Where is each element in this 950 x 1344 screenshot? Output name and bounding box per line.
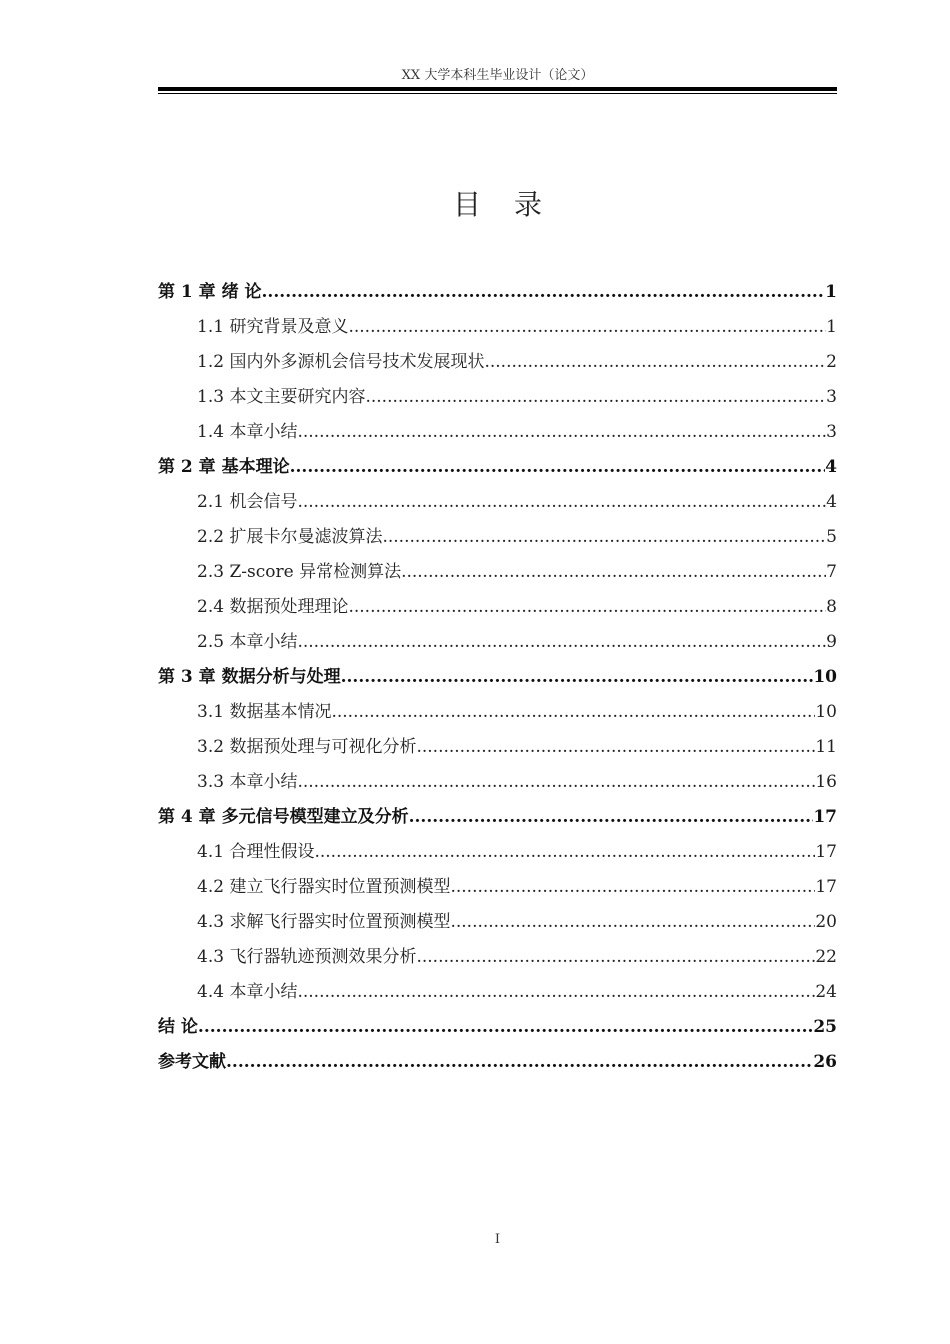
toc-leader-dots	[341, 660, 814, 695]
toc-entry-label: 1.2 国内外多源机会信号技术发展现状	[197, 352, 485, 372]
toc-leader-dots	[348, 590, 826, 625]
toc-entry-page: 4	[826, 492, 837, 512]
toc-entry-label: 2.3 Z-score 异常检测算法	[197, 562, 402, 582]
toc-entry-page: 5	[826, 527, 837, 547]
header-rule-thick	[158, 87, 837, 91]
toc-entry-page: 11	[815, 737, 837, 757]
toc-entry-page: 17	[815, 877, 837, 897]
toc-section-entry[interactable]	[158, 695, 837, 730]
toc-section-entry[interactable]	[158, 415, 837, 450]
toc-entry-label: 第 3 章 数据分析与处理	[158, 667, 341, 687]
toc-leader-dots	[401, 555, 826, 590]
toc-leader-dots	[262, 275, 826, 310]
toc-chapter-entry[interactable]	[158, 275, 837, 310]
toc-leader-dots	[297, 975, 815, 1010]
toc-section-entry[interactable]	[158, 590, 837, 625]
running-header: XX 大学本科生毕业设计（论文）	[401, 68, 594, 83]
toc-section-entry[interactable]	[158, 730, 837, 765]
toc-chapter-entry[interactable]	[158, 450, 837, 485]
toc-section-entry[interactable]	[158, 345, 837, 380]
toc-leader-dots	[297, 765, 815, 800]
toc-section-entry[interactable]	[158, 380, 837, 415]
toc-entry-label: 1.3 本文主要研究内容	[197, 387, 366, 407]
toc-leader-dots	[382, 520, 826, 555]
toc-leader-dots	[450, 905, 815, 940]
toc-section-entry[interactable]	[158, 905, 837, 940]
page-number: I	[494, 1232, 501, 1247]
toc-leader-dots	[450, 870, 815, 905]
toc-entry-label: 2.1 机会信号	[197, 492, 298, 512]
toc-entry-page: 9	[826, 632, 837, 652]
toc-entry-page: 26	[813, 1052, 837, 1072]
toc-entry-label: 第 4 章 多元信号模型建立及分析	[158, 807, 409, 827]
toc-entry-page: 10	[815, 702, 837, 722]
toc-entry-page: 3	[826, 422, 837, 442]
toc-leader-dots	[416, 730, 815, 765]
toc-entry-page: 17	[815, 842, 837, 862]
header-rule-thin	[158, 93, 837, 94]
toc-entry-page: 16	[815, 772, 837, 792]
toc-leader-dots	[226, 1045, 813, 1080]
toc-section-entry[interactable]	[158, 765, 837, 800]
toc-entry-page: 24	[815, 982, 837, 1002]
toc-chapter-entry[interactable]	[158, 800, 837, 835]
toc-section-entry[interactable]	[158, 940, 837, 975]
toc-entry-label: 第 2 章 基本理论	[158, 457, 290, 477]
toc-leader-dots	[348, 310, 826, 345]
toc-entry-label: 2.2 扩展卡尔曼滤波算法	[197, 527, 383, 547]
toc-leader-dots	[331, 695, 815, 730]
toc-section-entry[interactable]	[158, 625, 837, 660]
toc-leader-dots	[365, 380, 826, 415]
toc-entry-label: 第 1 章 绪 论	[158, 282, 262, 302]
toc-entry-label: 3.1 数据基本情况	[197, 702, 332, 722]
toc-entry-page: 1	[826, 317, 837, 337]
toc-leader-dots	[297, 625, 826, 660]
toc-leader-dots	[409, 800, 814, 835]
toc-entry-label: 2.4 数据预处理理论	[197, 597, 349, 617]
toc-entry-label: 4.2 建立飞行器实时位置预测模型	[197, 877, 451, 897]
toc-leader-dots	[314, 835, 815, 870]
toc-entry-label: 4.4 本章小结	[197, 982, 298, 1002]
toc-entry-page: 3	[826, 387, 837, 407]
toc-entry-label: 3.2 数据预处理与可视化分析	[197, 737, 417, 757]
toc-chapter-entry[interactable]	[158, 1010, 837, 1045]
toc-entry-page: 22	[815, 947, 837, 967]
table-of-contents	[158, 275, 837, 1080]
toc-entry-page: 7	[826, 562, 837, 582]
toc-entry-page: 17	[813, 807, 837, 827]
toc-entry-page: 10	[813, 667, 837, 687]
toc-leader-dots	[198, 1010, 813, 1045]
toc-entry-page: 4	[825, 457, 837, 477]
toc-entry-label: 1.4 本章小结	[197, 422, 298, 442]
toc-entry-label: 1.1 研究背景及意义	[197, 317, 349, 337]
toc-entry-label: 4.3 求解飞行器实时位置预测模型	[197, 912, 451, 932]
toc-leader-dots	[297, 415, 826, 450]
toc-entry-label: 4.1 合理性假设	[197, 842, 315, 862]
toc-entry-label: 参考文献	[158, 1052, 226, 1072]
toc-entry-page: 20	[815, 912, 837, 932]
toc-section-entry[interactable]	[158, 555, 837, 590]
toc-section-entry[interactable]	[158, 310, 837, 345]
toc-entry-page: 2	[826, 352, 837, 372]
toc-leader-dots	[290, 450, 826, 485]
toc-leader-dots	[297, 485, 826, 520]
toc-section-entry[interactable]	[158, 870, 837, 905]
toc-entry-label: 结 论	[158, 1017, 198, 1037]
toc-entry-label: 2.5 本章小结	[197, 632, 298, 652]
toc-leader-dots	[416, 940, 815, 975]
toc-chapter-entry[interactable]	[158, 660, 837, 695]
toc-entry-page: 25	[813, 1017, 837, 1037]
toc-leader-dots	[484, 345, 826, 380]
toc-entry-label: 4.3 飞行器轨迹预测效果分析	[197, 947, 417, 967]
toc-entry-page: 8	[826, 597, 837, 617]
toc-chapter-entry[interactable]	[158, 1045, 837, 1080]
toc-section-entry[interactable]	[158, 520, 837, 555]
toc-section-entry[interactable]	[158, 975, 837, 1010]
toc-section-entry[interactable]	[158, 485, 837, 520]
toc-section-entry[interactable]	[158, 835, 837, 870]
toc-entry-label: 3.3 本章小结	[197, 772, 298, 792]
toc-entry-page: 1	[825, 282, 837, 302]
toc-title: 目 录	[453, 188, 554, 221]
